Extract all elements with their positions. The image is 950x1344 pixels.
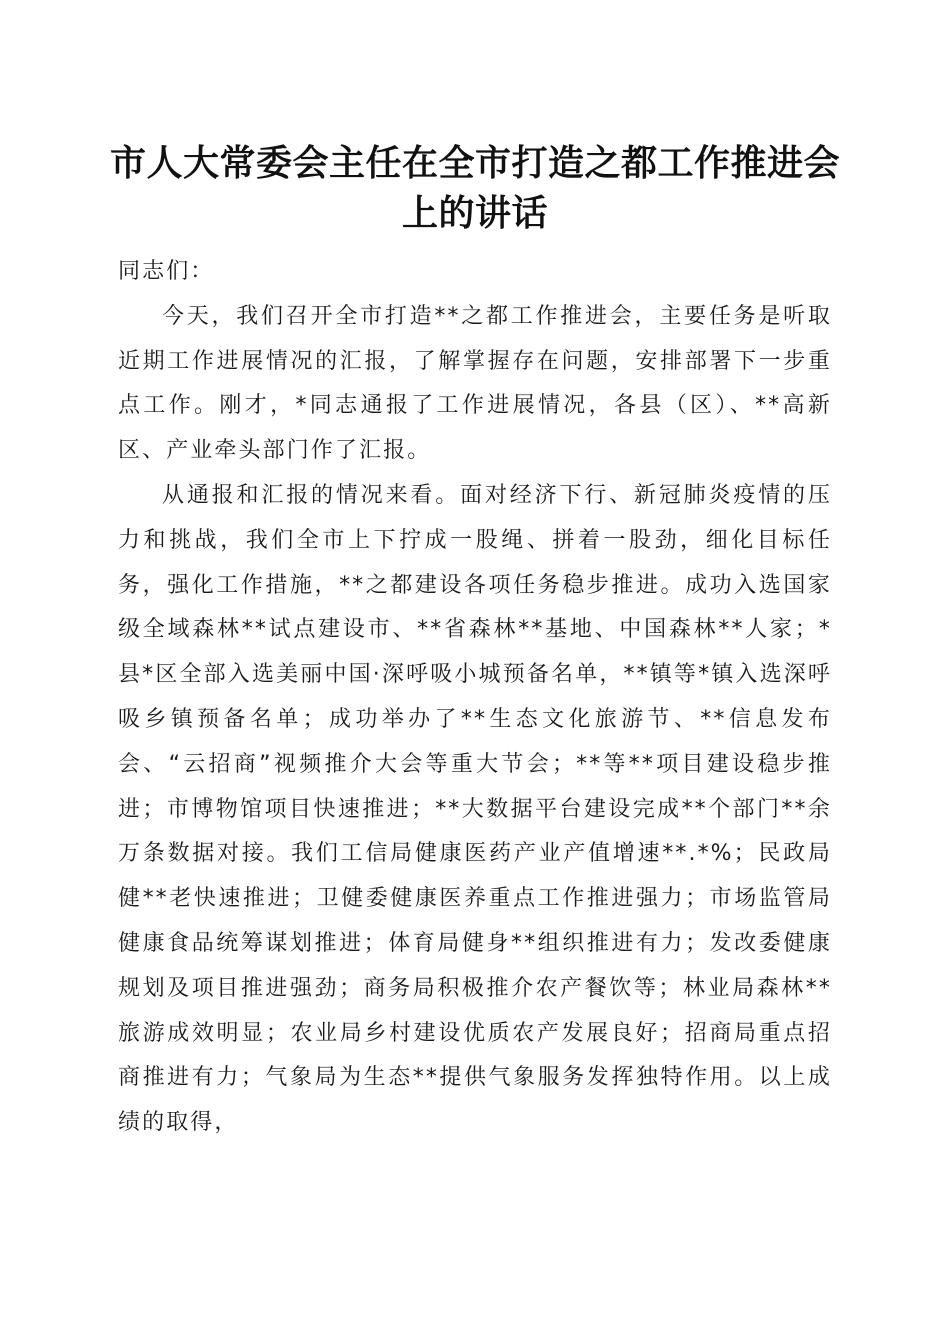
salutation: 同志们： xyxy=(118,259,215,284)
document-title: 市人大常委会主任在全市打造之都工作推进会上的讲话 xyxy=(110,142,841,234)
document-body xyxy=(118,250,832,1146)
paragraph-opening: 今天，我们召开全市打造**之都工作推进会，主要任务是听取近期工作进展情况的汇报，了解掌握存在问题，安排部署下一步重点工作。刚才，*同志通报了工作进展情况，各县（区）、**高新区、产业牵头部门作了汇报。 xyxy=(118,303,832,464)
paragraph-progress: 从通报和汇报的情况来看。面对经济下行、新冠肺炎疫情的压力和挑战，我们全市上下拧成一股绳、拼着一股劲，细化目标任务，强化工作措施，**之都建设各项任务稳步推进。成功入选国家级全域森林**试点建设市、**省森林**基地、中国森林**人家；*县*区全部入选美丽中国·深呼吸小城预备名单，**镇等*镇入选深呼吸乡镇预备名单；成功举办了**生态文化旅游节、**信息发布会、“云招商”视频推介大会等重大节会；**等**项目建设稳步推进；市博物馆项目快速推进；**大数据平台建设完成**个部门**余万条数据对接。我们工信局健康医药产业产值增速**.*%；民政局健**老快速推进；卫健委健康医养重点工作推进强力；市场监管局健康食品统筹谋划推进；体育局健身**组织推进有力；发改委健康规划及项目推进强劲；商务局积极推介农产餐饮等；林业局森林**旅游成效明显；农业局乡村建设优质农产发展良好；招商局重点招商推进有力；气象局为生态**提供气象服务发挥独特作用。以上成绩的取得， xyxy=(118,482,832,1136)
